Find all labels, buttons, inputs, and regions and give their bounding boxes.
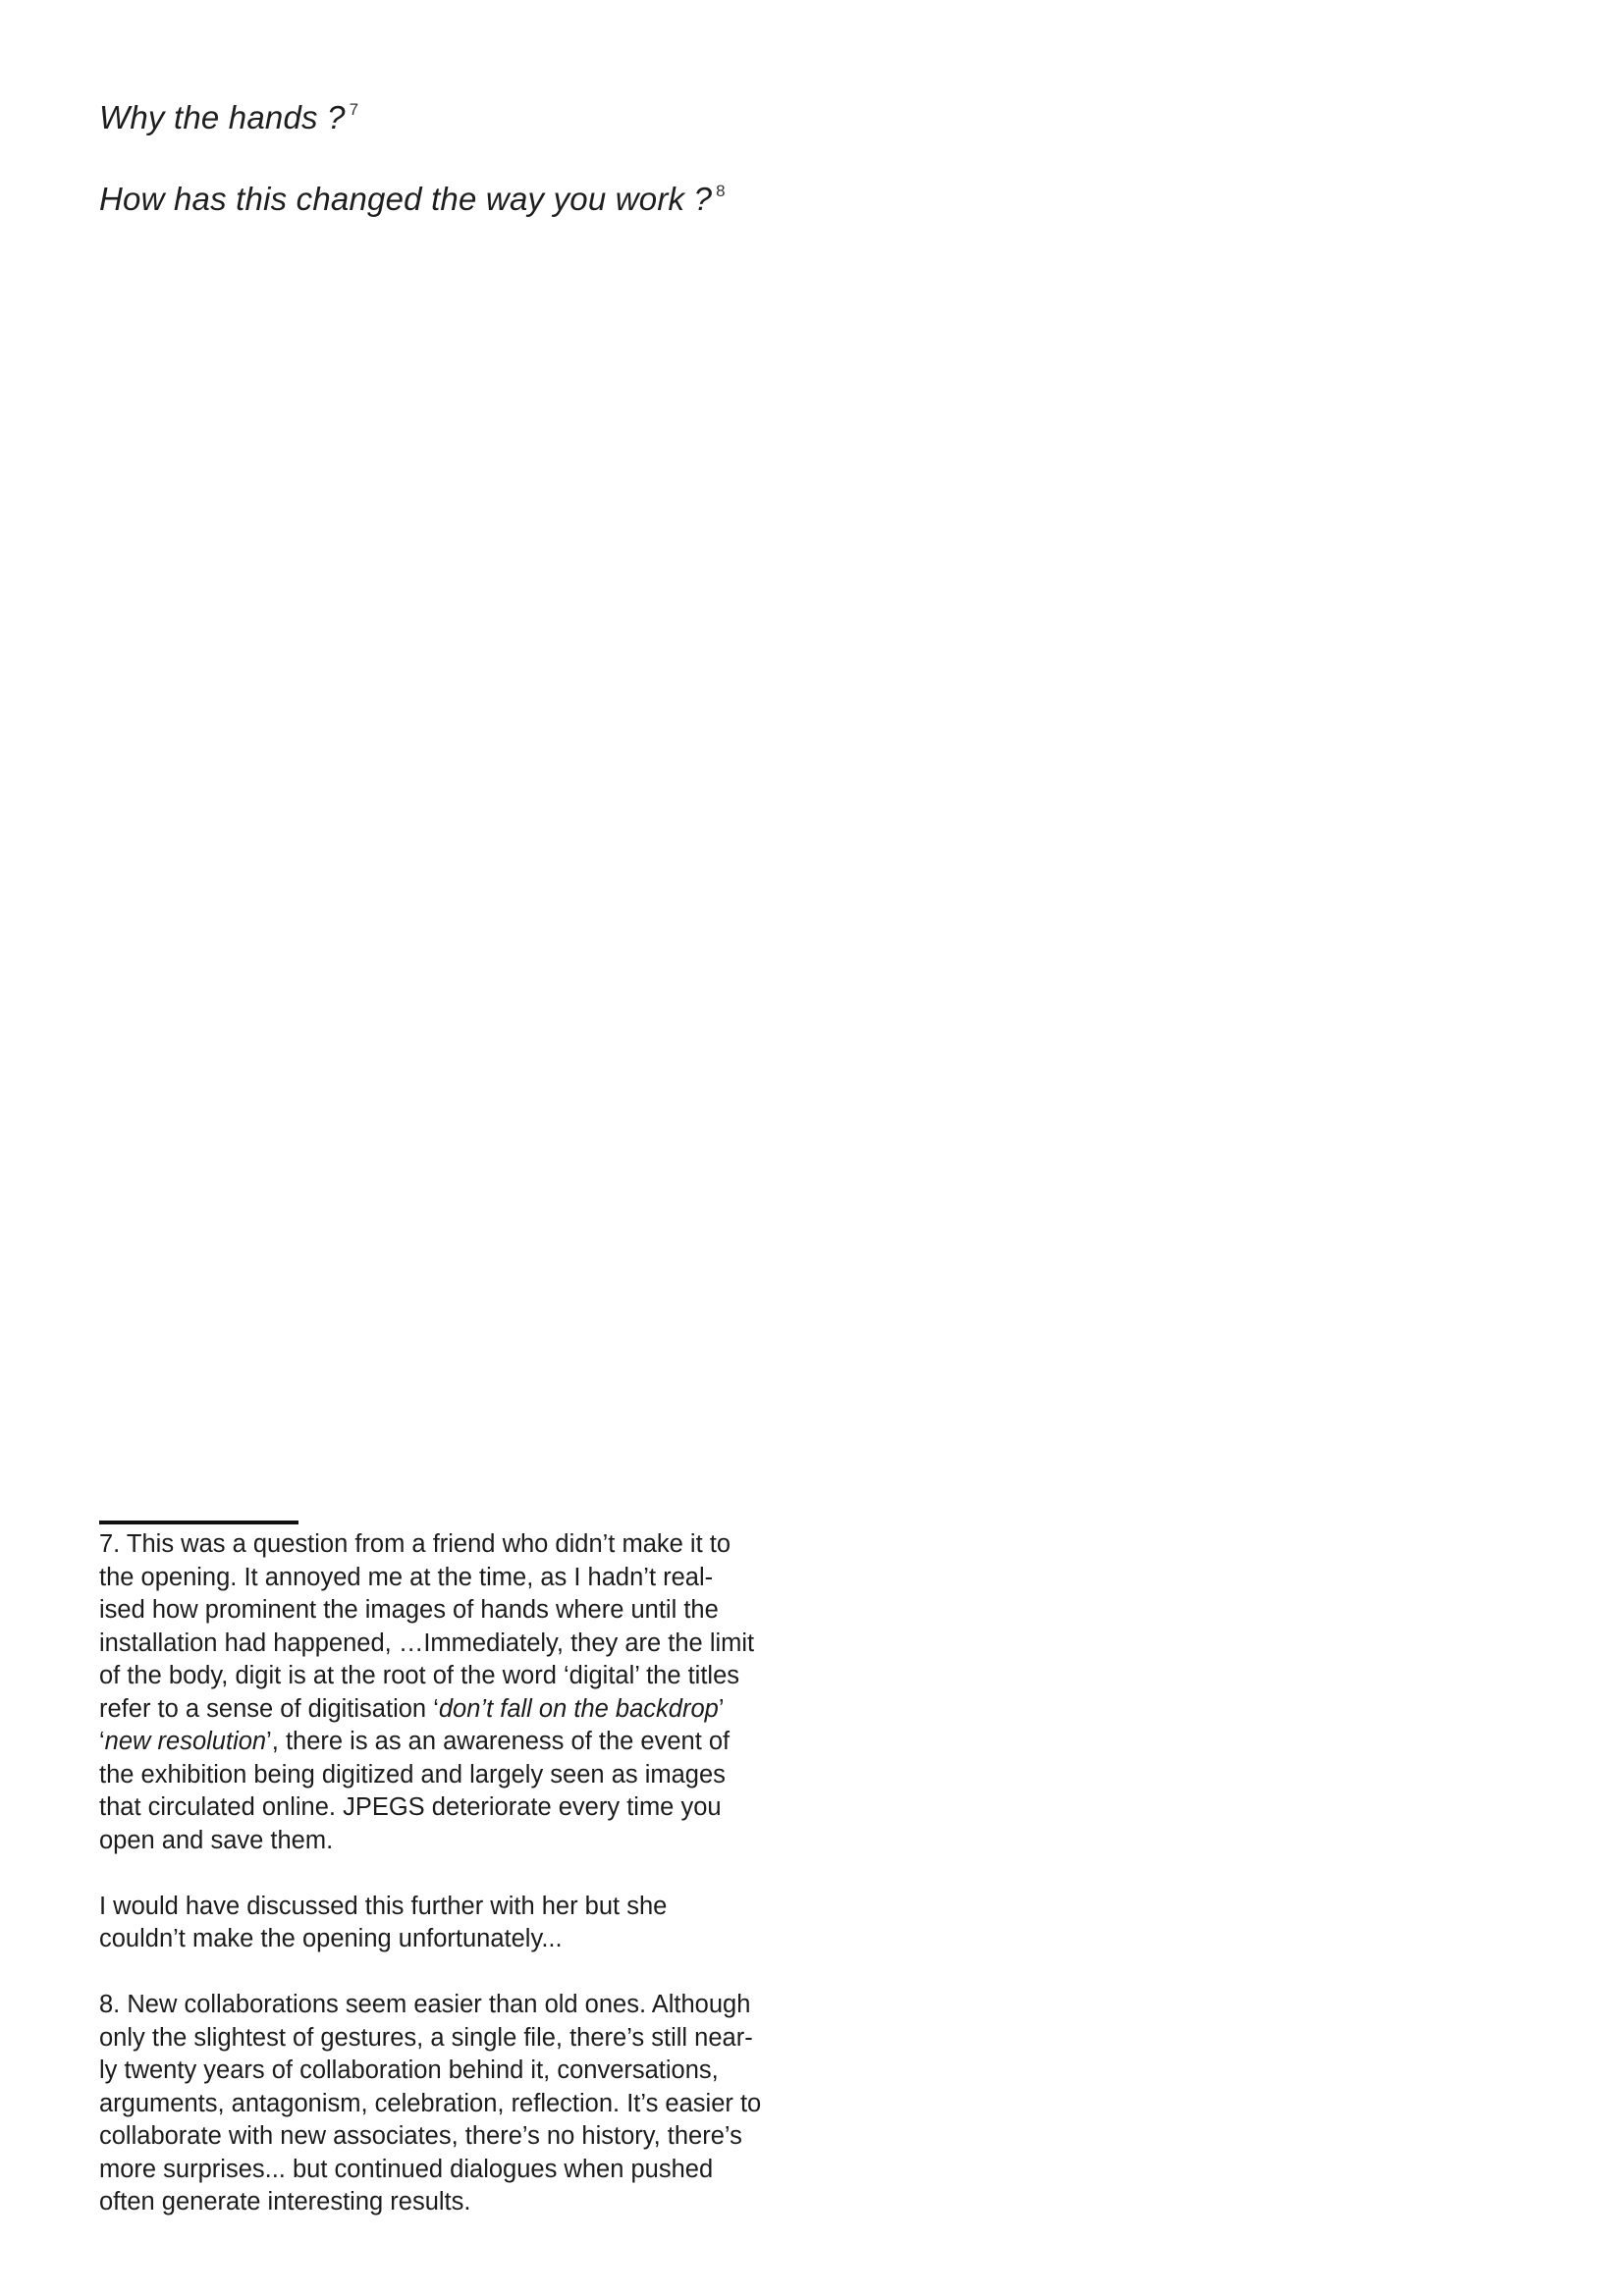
question-text: How has this changed the way you work ?: [99, 181, 713, 217]
footnote-line: often generate interesting results.: [99, 2188, 471, 2216]
paragraph-gap: [99, 1857, 806, 1891]
question-how-has-this-changed: [99, 172, 726, 219]
footnote-text: ‘: [99, 1728, 105, 1755]
footnote-line: I would have discussed this further with her but she: [99, 1892, 668, 1920]
footnote-line: 7. This was a question from a friend who didn’t make it to: [99, 1530, 731, 1558]
footnote-line: 8. New collaborations seem easier than old ones. Although: [99, 1991, 751, 2018]
footnote-ref-7: 7: [349, 100, 359, 119]
title-dont-fall-on-the-backdrop: don’t fall on the backdrop: [438, 1694, 719, 1723]
footnote-line: the opening. It annoyed me at the time, as I hadn’t real-: [99, 1563, 714, 1591]
footnote-line: the exhibition being digitized and largely seen as images: [99, 1760, 726, 1789]
footnote-text: ’, there is as an awareness of the event of: [266, 1728, 731, 1755]
footnote-ref-8: 8: [716, 182, 726, 200]
footnote-divider: [99, 1521, 298, 1524]
footnote-line: collaborate with new associates, there’s no history, there’s: [99, 2122, 742, 2150]
question-why-the-hands: [99, 90, 358, 137]
footnote-line: open and save them.: [99, 1826, 334, 1854]
footnote-8: [99, 1989, 806, 2219]
footnote-text: ’: [718, 1694, 725, 1723]
footnote-7: [99, 1528, 806, 1857]
footnote-line: that circulated online. JPEGS deteriorate every time you: [99, 1793, 722, 1821]
footnote-7-continuation: [99, 1891, 806, 1956]
footnote-line: [99, 1726, 806, 1759]
footnote-line: only the slightest of gestures, a single file, there’s still near-: [99, 2023, 753, 2052]
footnote-line: arguments, antagonism, celebration, reflection. It’s easier to: [99, 2089, 762, 2117]
footnote-line: installation had happened, …Immediately, they are the limit: [99, 1629, 755, 1657]
title-new-resolution: new resolution: [104, 1728, 267, 1755]
footnote-line: ised how prominent the images of hands where until the: [99, 1596, 719, 1624]
paragraph-gap: [99, 1956, 806, 1990]
footnote-line: ly twenty years of collaboration behind it, conversations,: [99, 2056, 719, 2084]
footnote-line: of the body, digit is at the root of the word ‘digital’ the titles: [99, 1662, 740, 1689]
footnote-line: more surprises... but continued dialogues when pushed: [99, 2155, 714, 2183]
footnote-line: [99, 1693, 806, 1727]
footnotes-section: [99, 1528, 806, 2219]
footnote-line: couldn’t make the opening unfortunately...: [99, 1925, 563, 1952]
question-text: Why the hands ?: [99, 99, 346, 135]
footnote-text: refer to a sense of digitisation ‘: [99, 1694, 439, 1723]
